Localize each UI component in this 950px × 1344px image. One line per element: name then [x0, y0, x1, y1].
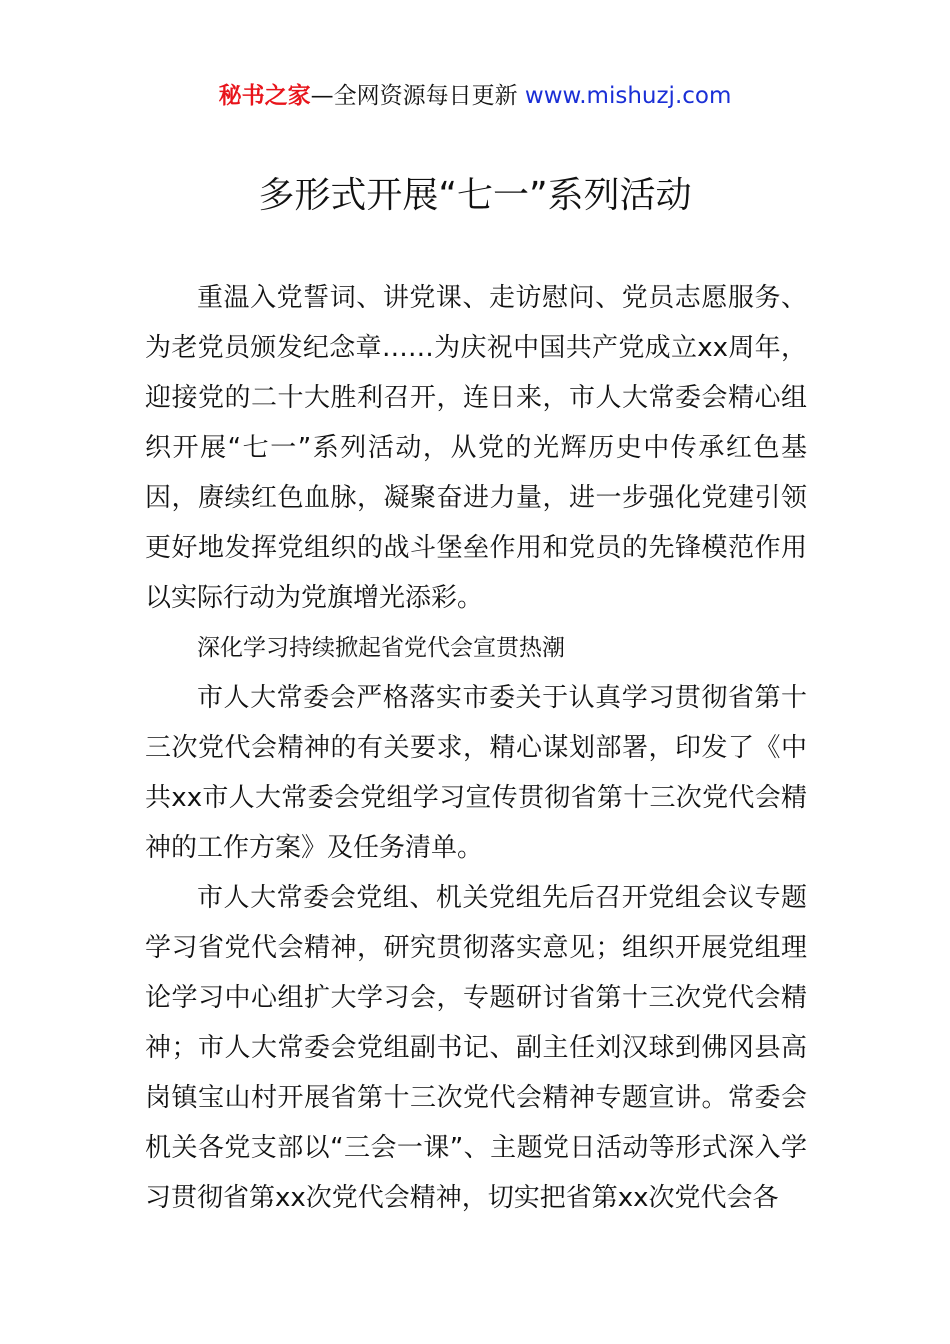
site-header — [0, 80, 950, 112]
header-slogan: —全网资源每日更新 — [310, 83, 525, 109]
document-body — [145, 273, 807, 1223]
document-title: 多形式开展“七一”系列活动 — [258, 175, 692, 216]
paragraph-study-activities: 市人大常委会党组、机关党组先后召开党组会议专题学习省党代会精神，研究贯彻落实意见；组织开展党组理论学习中心组扩大学习会，专题研讨省第十三次党代会精神；市人大常委会党组副书记、副主任刘汉球到佛冈县高岗镇宝山村开展省第十三次党代会精神专题宣讲。常委会机关各党支部以“三会一课”、主题党日活动等形式深入学习贯彻省第xx次党代会精神，切实把省第xx次党代会各 — [145, 883, 807, 1213]
paragraph-intro: 重温入党誓词、讲党课、走访慰问、党员志愿服务、为老党员颁发纪念章……为庆祝中国共产党成立xx周年，迎接党的二十大胜利召开，连日来，市人大常委会精心组织开展“七一”系列活动，从党的光辉历史中传承红色基因，赓续红色血脉，凝聚奋进力量，进一步强化党建引领更好地发挥党组织的战斗堡垒作用和党员的先锋模范作用以实际行动为党旗增光添彩。 — [145, 283, 807, 613]
site-url[interactable]: www.mishuzj.com — [524, 83, 732, 109]
section-heading: 深化学习持续掀起省党代会宣贯热潮 — [197, 635, 565, 661]
paragraph-study-plan: 市人大常委会严格落实市委关于认真学习贯彻省第十三次党代会精神的有关要求，精心谋划部署，印发了《中共xx市人大常委会党组学习宣传贯彻省第十三次党代会精神的工作方案》及任务清单。 — [145, 683, 807, 863]
brand-name: 秘书之家 — [218, 83, 311, 109]
